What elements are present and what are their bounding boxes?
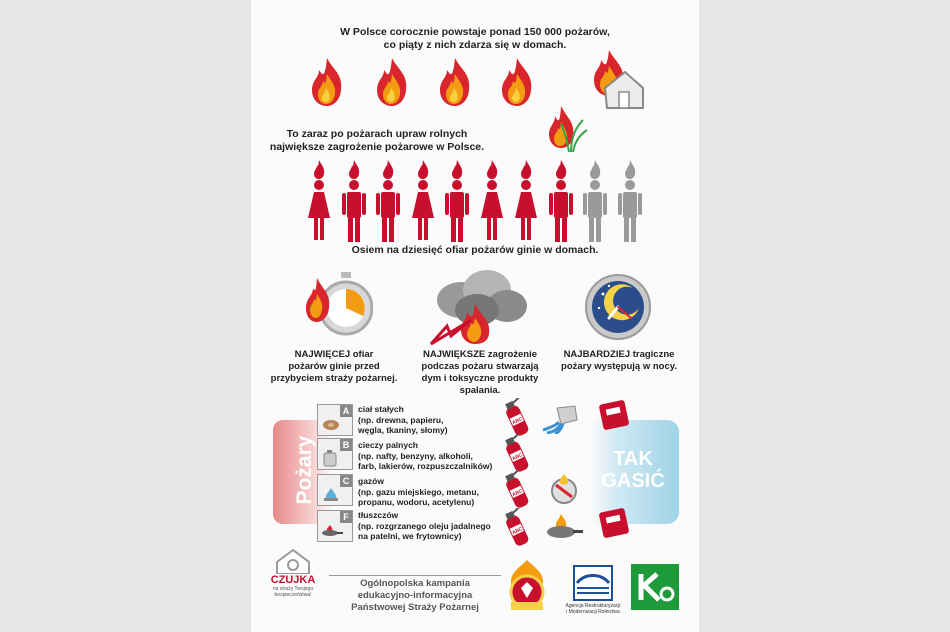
fact-1-line-1: NAJWIĘCEJ ofiar [294,349,374,360]
fire-class-b-text [358,440,508,472]
campaign-line-1: Ogólnopolska kampania [360,578,470,589]
stopwatch-fire-icon [303,268,373,340]
person-red-icon [478,160,506,244]
person-red-icon [409,160,437,244]
svg-text:ABC: ABC [511,452,524,463]
valve-icon [547,472,581,506]
water-bucket-icon [541,404,583,434]
canister-icon [323,449,337,467]
person-red-icon [512,160,540,244]
fact-2-line-4: spalania. [459,385,501,396]
arimr-line-2: i Modernizacji Rolnictwa [566,609,620,615]
fact-1-line-3: przybyciem straży pożarnej. [270,373,398,384]
fire-class-f-line-2: na patelni, we frytownicy) [358,531,462,541]
extinguisher-icon [501,434,531,474]
person-red-icon [305,160,333,244]
fire-blanket-icon [597,506,631,540]
person-red-icon [443,160,471,244]
fact-2-line-3: dym i toksyczne produkty [421,373,539,384]
fire-class-a-line-1: (np. drewna, papieru, [358,414,444,425]
psp-emblem-icon [505,558,549,614]
fact-2-line-2: podczas pożaru stwarzają [421,361,539,372]
headline-1-line-1: W Polsce corocznie powstaje ponad 150 000 pożarów, [340,26,610,38]
person-red-icon [547,160,575,244]
tak-gasic-label [587,448,679,492]
fire-icon [497,56,537,108]
fact-1 [265,349,403,385]
fire-class-a-line-2: węgla, tkaniny, słomy) [358,425,448,435]
tak-gasic-line-1: TAK [613,448,653,470]
arimr-line-1: Agencja Restrukturyzacji [565,603,621,609]
fact-1-line-2: pożarów ginie przed [288,361,380,372]
house-logo-icon [273,548,313,574]
fire-class-b-title: cieczy palnych [358,440,419,450]
fire-icon [307,56,347,108]
campaign-line-2: edukacyjno-informacyjna [357,590,473,601]
headline-3: Osiem na dziesięć ofiar pożarów ginie w domach. [351,244,599,256]
poster [251,0,699,632]
fire-class-b-box [317,438,353,470]
fire-class-f-line-1: (np. rozgrzanego oleju jadalnego [358,520,491,531]
extinguisher-icon [501,398,531,438]
krus-logo-icon [631,564,679,610]
fire-class-c-title: gazów [358,476,384,486]
fire-class-f-title: tłuszczów [358,510,399,520]
czujka-tagline-2: bezpieczeństwa! [274,592,312,598]
fire-icon [372,56,412,108]
fire-class-f-box [317,510,353,542]
night-clock-icon [583,272,653,342]
person-red-icon [340,160,368,244]
czujka-name: CZUJKA [270,574,316,586]
person-gray-icon [616,160,644,244]
fact-3-line-2: pożary występują w nocy. [561,361,677,372]
fire-class-b-line-2: farb, lakierów, rozpuszczalników) [358,461,493,471]
arimr-text [559,603,627,615]
fire-classes-label: Pożary [293,435,316,505]
fire-class-b-line-1: (np. nafty, benzyny, alkoholi, [358,450,473,461]
fire-class-c-text [358,476,508,508]
fire-class-c-line-1: (np. gazu miejskiego, metanu, [358,486,479,497]
svg-text:ABC: ABC [511,416,524,427]
fire-class-f-letter: F [340,511,352,523]
fire-blanket-icon [597,398,631,432]
headline-1-line-2: co piąty z nich zdarza się w domach. [383,39,567,51]
headline-2 [251,128,503,154]
extinguisher-icon [501,508,531,548]
headline-2-line-1: To zaraz po pożarach upraw rolnych [286,128,468,140]
fact-3-line-1: NAJBARDZIEJ tragiczne [563,349,675,360]
campaign-footer [329,575,501,614]
fire-class-b-letter: B [340,439,352,451]
house-fire-icon [585,48,647,114]
gas-flame-icon [322,487,340,501]
svg-text:ABC: ABC [511,526,524,537]
person-gray-icon [581,160,609,244]
fire-class-f-text [358,510,508,542]
fire-class-c-line-2: propanu, wodoru, acetylenu) [358,497,475,507]
svg-text:ABC: ABC [511,488,524,499]
campaign-line-3: Państwowej Straży Pożarnej [351,602,479,613]
headline-2-line-2: największe zagrożenie pożarowe w Polsce. [269,141,485,153]
fire-class-a-letter: A [340,405,352,417]
fire-class-a-box [317,404,353,436]
fact-3 [549,349,689,373]
tak-gasic-line-2: GASIĆ [601,470,665,492]
arimr-logo-icon [573,565,613,601]
pan-lid-icon [545,512,585,542]
fire-class-a-title: ciał stałych [358,404,404,414]
fire-class-a-text [358,404,508,436]
fire-class-c-box [317,474,353,506]
fact-2-line-1: NAJWIĘKSZE zagrożenie [422,349,538,360]
fire-icon [435,56,475,108]
crop-fire-icon [543,102,589,154]
wood-icon [322,417,340,431]
czujka-tagline-1: na straży Twojego [272,586,314,592]
czujka-logo [267,574,319,598]
person-red-icon [374,160,402,244]
smoke-fire-icon [427,266,531,346]
fact-2 [409,349,551,397]
fire-class-c-letter: C [340,475,352,487]
frying-pan-icon [321,523,343,537]
extinguisher-icon [501,470,531,510]
